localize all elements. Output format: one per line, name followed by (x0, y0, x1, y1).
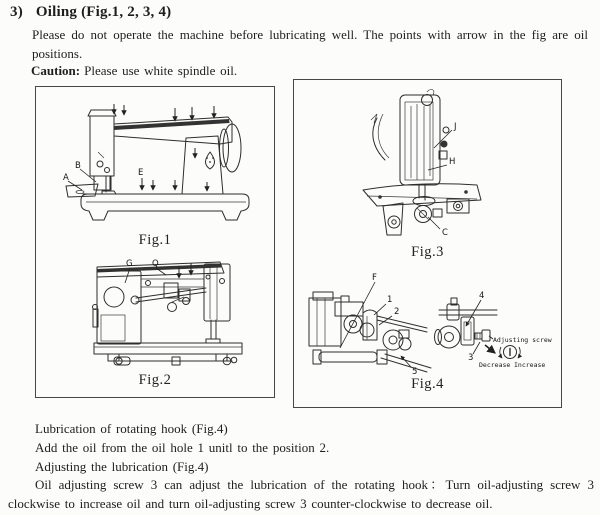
caution-line (31, 63, 237, 79)
fig4-caption: Fig.4 (411, 376, 444, 392)
fig3-drawing (347, 88, 507, 240)
hook-lubrication-detail (309, 273, 552, 377)
section-heading (10, 4, 171, 21)
fig2-label-g: G (126, 259, 133, 269)
adjusting-screw-label: Adjusting screw (493, 336, 552, 344)
note-line: Adjusting the lubrication (Fig.4) (35, 458, 209, 474)
section-number: 3) (10, 4, 23, 20)
fig3-caption: Fig.3 (411, 244, 444, 260)
oil-arrow-icons (114, 104, 214, 191)
fig3-label-c: C (442, 228, 448, 238)
note-line: Lubrication of rotating hook (Fig.4) (35, 421, 228, 436)
fig1-label-e: E (138, 168, 144, 178)
notes-block (8, 420, 594, 514)
fig4-label-4: 4 (479, 291, 485, 301)
fig4-label-2: 2 (394, 307, 400, 317)
sewing-machine-end-view (363, 89, 481, 238)
fig1-caption: Fig.1 (138, 232, 172, 248)
caution-label: Caution: (31, 63, 81, 78)
figure-box-right (293, 79, 562, 408)
fig2-drawing (60, 257, 260, 369)
sewing-machine-rear-view (93, 259, 243, 365)
fig3-label-h: H (449, 157, 456, 167)
decrease-label: Decrease (479, 361, 511, 369)
fig1-label-a: A (63, 173, 69, 183)
increase-label: Increase (514, 361, 546, 369)
intro-paragraph: Please do not operate the machine before lubricating well. The points with arrow in the fig are oil positions. (32, 27, 588, 61)
fig4-label-3: 3 (468, 353, 474, 363)
fig4-drawing (301, 268, 559, 380)
sewing-machine-side-view (63, 104, 249, 220)
caution-text: Please use white spindle oil. (84, 63, 238, 78)
oil-arrow-icons (179, 263, 191, 278)
fig1-label-b: B (75, 161, 81, 171)
fig4-label-f: F (372, 273, 377, 283)
section-title: Oiling (Fig.1, 2, 3, 4) (35, 4, 172, 20)
fig2-label-q: Q (152, 259, 159, 269)
fig4-label-5: 5 (412, 367, 418, 377)
screw-turn-icon (500, 346, 520, 359)
note-line: Add the oil from the oil hole 1 unitl to the position 2. (35, 439, 330, 455)
figure-box-left (35, 86, 275, 398)
fig2-caption: Fig.2 (138, 372, 172, 388)
fig4-label-1: 1 (387, 295, 393, 305)
fig3-label-j: J (454, 122, 457, 132)
fig1-drawing (60, 102, 272, 234)
adjusting-paragraph: Oil adjusting screw 3 can adjust the lubrication of the rotating hook：Turn oil-adjusting screw 3 clockwise to increase oil and turn oil-adjusting screw 3 counter-clockwise to decrease oil. (8, 477, 594, 512)
